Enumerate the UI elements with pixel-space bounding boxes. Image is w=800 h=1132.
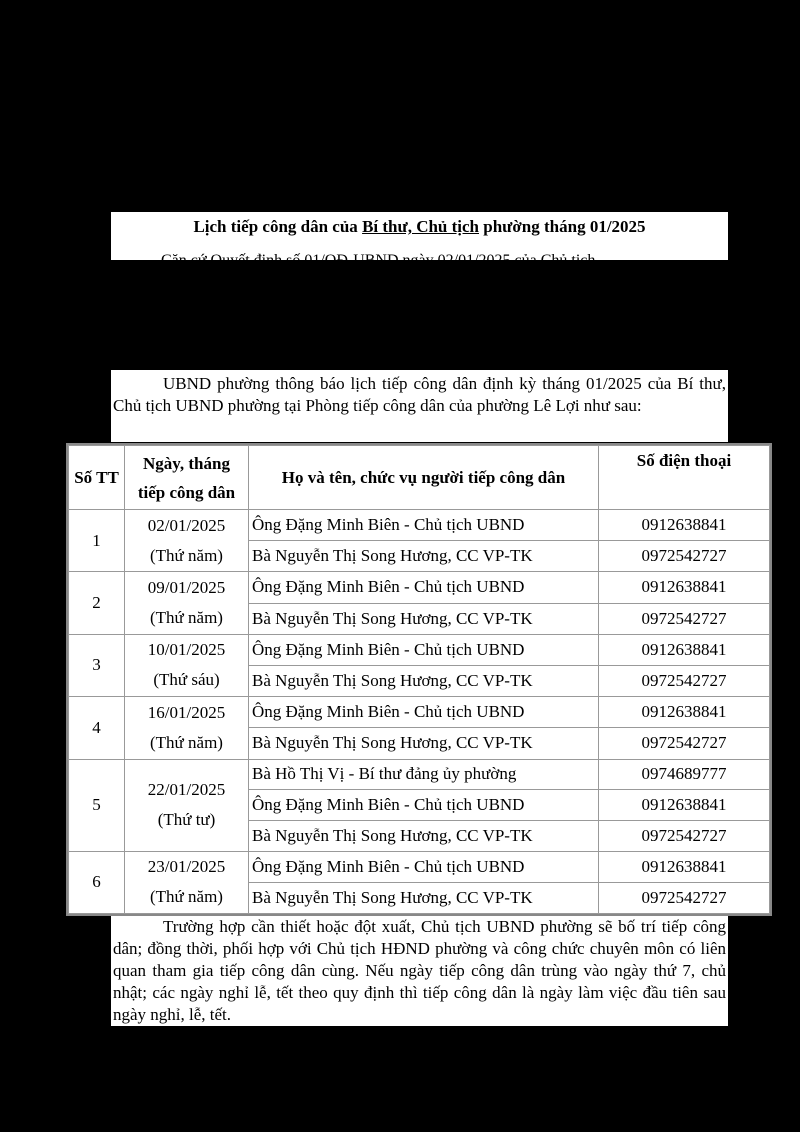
schedule-table [68, 445, 770, 914]
schedule-body [69, 510, 770, 914]
receiver-phone: 0974689777 [599, 759, 770, 790]
reception-date-cell [125, 634, 249, 696]
reception-weekday: (Thứ tư) [157, 810, 216, 829]
receiver-name: Bà Nguyễn Thị Song Hương, CC VP-TK [249, 728, 599, 759]
receiver-name: Ông Đặng Minh Biên - Chủ tịch UBND [249, 790, 599, 821]
receiver-name: Bà Nguyễn Thị Song Hương, CC VP-TK [249, 541, 599, 572]
receiver-phone: 0972542727 [599, 882, 770, 913]
closing-text: Trường hợp cần thiết hoặc đột xuất, Chủ tịch UBND phường sẽ bố trí tiếp công dân; đồng thời, phối hợp với Chủ tịch HĐND phường và công chức chuyên môn có liên quan tham gia tiếp công dân cùng. Nếu ngày tiếp công dân trùng vào ngày thứ 7, chủ nhật; các ngày nghỉ lễ, tết theo quy định thì tiếp công dân là ngày làm việc đầu tiên sau ngày nghỉ, lễ, tết. [113, 917, 726, 1024]
table-row [69, 697, 770, 728]
reception-date: 22/01/2025 [147, 780, 226, 799]
receiver-phone: 0972542727 [599, 541, 770, 572]
document-title [111, 217, 728, 237]
header-phone: Số điện thoại [599, 446, 770, 510]
receiver-name: Ông Đặng Minh Biên - Chủ tịch UBND [249, 572, 599, 603]
reception-date: 09/01/2025 [147, 578, 226, 598]
receiver-phone: 0912638841 [599, 790, 770, 821]
receiver-name: Bà Nguyễn Thị Song Hương, CC VP-TK [249, 603, 599, 634]
cut-off-line: Căn cứ Quyết định số 01/QĐ-UBND ngày 02/01/2025 của Chủ tịch [161, 252, 596, 269]
reception-date-cell [125, 510, 249, 572]
receiver-name: Ông Đặng Minh Biên - Chủ tịch UBND [249, 697, 599, 728]
table-row [69, 510, 770, 541]
receiver-name: Bà Nguyễn Thị Song Hương, CC VP-TK [249, 882, 599, 913]
receiver-name: Bà Hồ Thị Vị - Bí thư đảng ủy phường [249, 759, 599, 790]
receiver-name: Bà Nguyễn Thị Song Hương, CC VP-TK [249, 820, 599, 851]
receiver-name: Ông Đặng Minh Biên - Chủ tịch UBND [249, 851, 599, 882]
reception-date-cell [125, 572, 249, 634]
receiver-name: Ông Đặng Minh Biên - Chủ tịch UBND [249, 634, 599, 665]
receiver-phone: 0912638841 [599, 697, 770, 728]
title-part-1: Lịch tiếp công dân của [193, 217, 363, 236]
table-row [69, 759, 770, 790]
intro-text: UBND phường thông báo lịch tiếp công dân định kỳ tháng 01/2025 của Bí thư, Chủ tịch UBND phường tại Phòng tiếp công dân của phường Lê Lợi như sau: [113, 374, 726, 415]
reception-weekday: (Thứ năm) [150, 545, 223, 565]
reception-weekday: (Thứ năm) [150, 887, 223, 907]
header-name: Họ và tên, chức vụ người tiếp công dân [249, 446, 599, 510]
receiver-name: Bà Nguyễn Thị Song Hương, CC VP-TK [249, 665, 599, 696]
header-stt: Số TT [69, 446, 125, 510]
reception-date: 02/01/2025 [147, 515, 226, 535]
reception-date: 10/01/2025 [147, 640, 226, 660]
row-number: 5 [69, 759, 125, 851]
title-part-3: phường tháng 01/2025 [479, 217, 646, 236]
table-row [69, 634, 770, 665]
reception-weekday: (Thứ năm) [150, 732, 223, 752]
receiver-phone: 0912638841 [599, 572, 770, 603]
title-part-2: Bí thư, Chủ tịch [362, 217, 480, 236]
closing-paragraph [111, 916, 728, 1026]
receiver-phone: 0972542727 [599, 820, 770, 851]
row-number: 4 [69, 697, 125, 759]
receiver-phone: 0912638841 [599, 851, 770, 882]
row-number: 6 [69, 851, 125, 913]
title-strip [111, 212, 728, 269]
receiver-phone: 0972542727 [599, 728, 770, 759]
reception-date: 16/01/2025 [147, 702, 226, 722]
table-row [69, 851, 770, 882]
receiver-phone: 0912638841 [599, 634, 770, 665]
header-date: Ngày, tháng tiếp công dân [125, 446, 249, 510]
receiver-phone: 0972542727 [599, 603, 770, 634]
schedule-table-wrap [66, 443, 772, 916]
reception-date-cell [125, 851, 249, 913]
reception-date: 23/01/2025 [147, 857, 226, 877]
row-number: 3 [69, 634, 125, 696]
receiver-name: Ông Đặng Minh Biên - Chủ tịch UBND [249, 510, 599, 541]
row-number: 1 [69, 510, 125, 572]
table-row [69, 572, 770, 603]
receiver-phone: 0972542727 [599, 665, 770, 696]
reception-date-cell [125, 697, 249, 759]
row-number: 2 [69, 572, 125, 634]
reception-date-cell [125, 759, 249, 851]
intro-paragraph [111, 370, 728, 442]
receiver-phone: 0912638841 [599, 510, 770, 541]
reception-weekday: (Thứ năm) [150, 608, 223, 628]
reception-weekday: (Thứ sáu) [153, 670, 220, 690]
